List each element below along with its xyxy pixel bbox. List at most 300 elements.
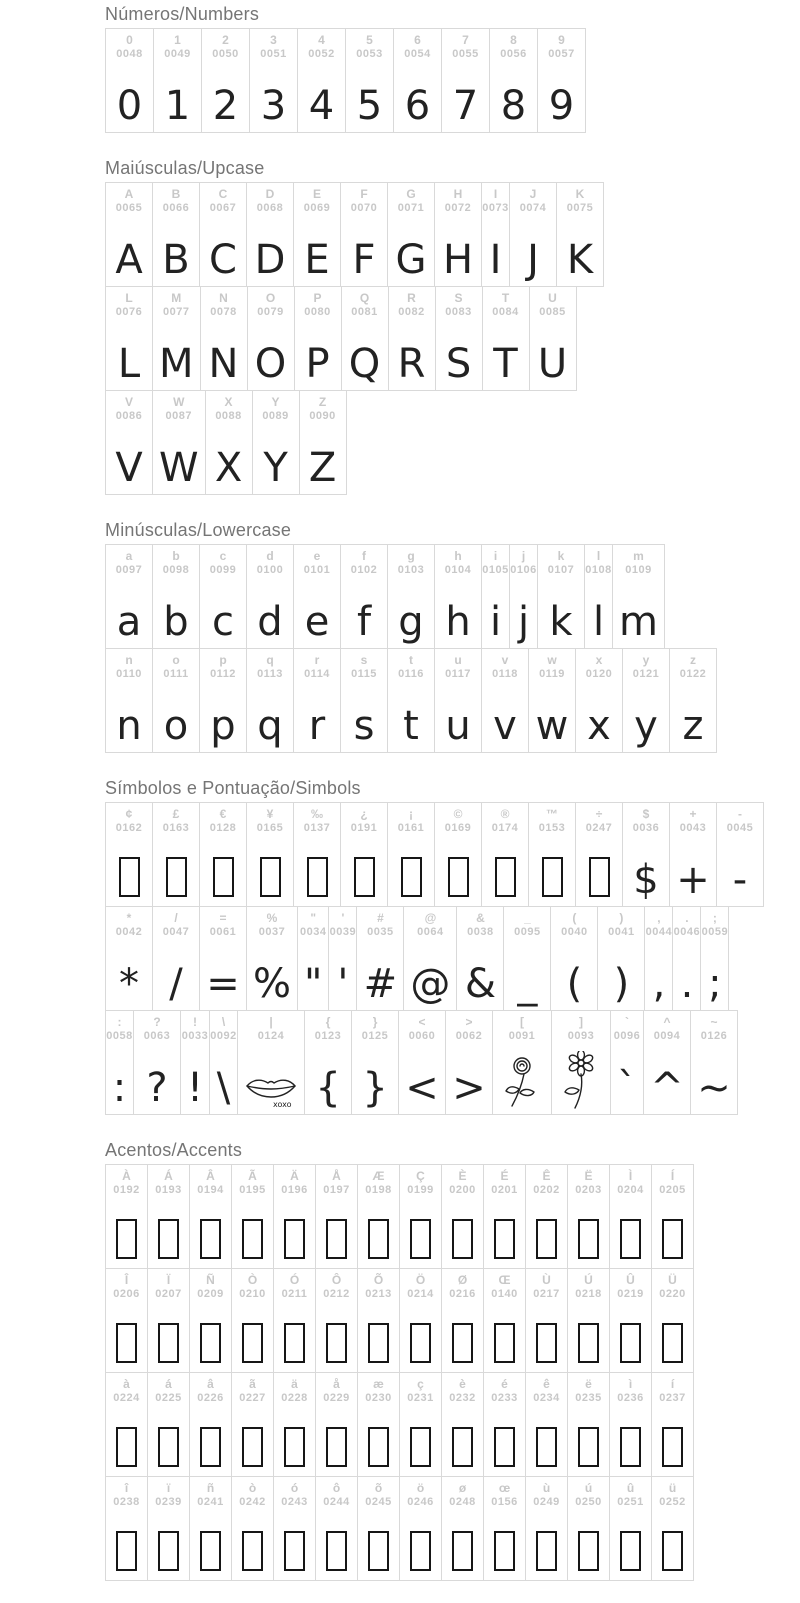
cell-unicode-code: 0232 xyxy=(449,1392,476,1404)
cell-unicode-code: 0205 xyxy=(659,1184,686,1196)
cell-unicode-code: 0193 xyxy=(155,1184,182,1196)
glyph-preview: T xyxy=(493,341,518,387)
glyph-cell xyxy=(293,649,340,752)
glyph-cell xyxy=(399,1373,441,1476)
cell-character-label: Ø xyxy=(457,1273,468,1287)
section-rows xyxy=(105,802,800,1115)
cell-header xyxy=(304,649,330,687)
glyph-row xyxy=(105,390,347,495)
glyph-preview xyxy=(572,1307,605,1372)
cell-header xyxy=(674,907,700,945)
cell-header xyxy=(548,29,574,67)
cell-header xyxy=(356,29,382,67)
glyph-cell xyxy=(509,545,537,648)
cell-character-label: Ù xyxy=(542,1273,551,1287)
cell-header xyxy=(575,1165,601,1203)
cell-header xyxy=(210,803,236,841)
cell-character-label: b xyxy=(172,549,180,563)
glyph-cell xyxy=(441,1373,483,1476)
cell-header xyxy=(351,649,377,687)
cell-header xyxy=(633,803,659,841)
cell-unicode-code: 0090 xyxy=(309,410,336,422)
glyph-cell xyxy=(199,649,246,752)
cell-header xyxy=(407,1165,433,1203)
cell-header xyxy=(407,1269,433,1307)
missing-glyph-box xyxy=(354,857,375,897)
missing-glyph-box xyxy=(578,1531,599,1571)
missing-glyph-box xyxy=(452,1323,473,1363)
cell-character-label: d xyxy=(266,549,274,563)
cell-character-label: © xyxy=(453,807,463,821)
cell-unicode-code: 0252 xyxy=(659,1496,686,1508)
glyph-preview xyxy=(152,1203,185,1268)
cell-character-label: K xyxy=(575,187,585,201)
glyph-cell xyxy=(609,1269,651,1372)
missing-glyph-box xyxy=(260,857,281,897)
cell-unicode-code: 0040 xyxy=(561,926,588,938)
cell-character-label: Ë xyxy=(584,1169,593,1183)
missing-glyph-box xyxy=(536,1323,557,1363)
glyph-preview xyxy=(656,1203,689,1268)
cell-header xyxy=(210,649,236,687)
cell-character-label: m xyxy=(633,549,644,563)
missing-glyph-box xyxy=(158,1531,179,1571)
cell-header xyxy=(116,183,142,221)
cell-unicode-code: 0235 xyxy=(575,1392,602,1404)
cell-header xyxy=(568,1011,594,1049)
glyph-preview: 9 xyxy=(548,83,575,129)
glyph-cell xyxy=(567,1165,609,1268)
cell-character-label: j xyxy=(521,549,526,563)
glyph-cell xyxy=(575,649,622,752)
cell-header xyxy=(617,1269,643,1307)
missing-glyph-box xyxy=(284,1531,305,1571)
cell-character-label: Ô xyxy=(331,1273,342,1287)
cell-header xyxy=(210,287,236,325)
cell-header xyxy=(309,391,335,429)
glyph-preview: R xyxy=(397,341,426,387)
missing-glyph-box xyxy=(448,857,469,897)
cell-character-label: V xyxy=(124,395,133,409)
glyph-cell xyxy=(357,1373,399,1476)
glyph-row xyxy=(105,1372,694,1477)
glyph-cell xyxy=(231,1477,273,1580)
glyph-preview: ( xyxy=(566,961,583,1007)
glyph-cell xyxy=(153,29,201,132)
cell-header xyxy=(482,183,508,221)
cell-character-label: y xyxy=(642,653,650,667)
glyph-preview xyxy=(236,1411,269,1476)
glyph-preview: Q xyxy=(348,341,381,387)
glyph-preview: < xyxy=(405,1065,439,1111)
cell-character-label: ë xyxy=(585,1377,592,1391)
cell-character-label: ø xyxy=(458,1481,467,1495)
cell-unicode-code: 0163 xyxy=(162,822,190,834)
glyph-preview xyxy=(362,1411,395,1476)
cell-character-label: ò xyxy=(248,1481,257,1495)
glyph-cell xyxy=(147,1269,189,1372)
glyph-preview xyxy=(536,841,569,906)
cell-unicode-code: 0047 xyxy=(162,926,190,938)
cell-character-label: = xyxy=(219,911,227,925)
missing-glyph-box xyxy=(620,1323,641,1363)
cell-character-label: Ö xyxy=(415,1273,426,1287)
missing-glyph-box xyxy=(662,1219,683,1259)
glyph-preview xyxy=(278,1515,311,1580)
glyph-preview xyxy=(113,841,146,906)
glyph-preview: N xyxy=(208,341,239,387)
cell-character-label: 8 xyxy=(510,33,517,47)
glyph-preview: A xyxy=(115,237,143,283)
glyph-cell xyxy=(340,803,387,906)
cell-header xyxy=(260,29,286,67)
cell-unicode-code: 0229 xyxy=(323,1392,350,1404)
cell-unicode-code: 0233 xyxy=(491,1392,518,1404)
glyph-preview xyxy=(362,1307,395,1372)
cell-character-label: ü xyxy=(668,1481,677,1495)
glyph-preview: I xyxy=(489,237,502,283)
cell-header xyxy=(304,545,330,583)
glyph-preview xyxy=(236,1203,269,1268)
missing-glyph-box xyxy=(119,857,140,897)
cell-character-label: Ó xyxy=(289,1273,300,1287)
glyph-cell xyxy=(152,649,199,752)
cell-header xyxy=(456,1011,482,1049)
cell-unicode-code: 0042 xyxy=(115,926,143,938)
cell-header xyxy=(113,1165,139,1203)
missing-glyph-box xyxy=(166,857,187,897)
glyph-cell xyxy=(399,1477,441,1580)
cell-character-label: c xyxy=(219,549,227,563)
glyph-preview xyxy=(488,1203,521,1268)
glyph-preview: V xyxy=(115,445,143,491)
cell-unicode-code: 0219 xyxy=(617,1288,644,1300)
missing-glyph-box xyxy=(116,1427,137,1467)
cell-header xyxy=(617,1477,643,1515)
glyph-preview xyxy=(656,1515,689,1580)
cell-unicode-code: 0055 xyxy=(452,48,479,60)
cell-character-label: l xyxy=(596,549,601,563)
cell-unicode-code: 0238 xyxy=(113,1496,140,1508)
glyph-cell xyxy=(106,1269,147,1372)
cell-header xyxy=(659,1165,685,1203)
glyph-preview xyxy=(530,1203,563,1268)
cell-character-label: ì xyxy=(628,1377,633,1391)
glyph-cell xyxy=(328,907,356,1010)
cell-unicode-code: 0224 xyxy=(113,1392,140,1404)
cell-character-label: + xyxy=(689,807,697,821)
cell-unicode-code: 0212 xyxy=(323,1288,350,1300)
glyph-preview xyxy=(278,1411,311,1476)
cell-header xyxy=(625,545,651,583)
missing-glyph-box xyxy=(452,1427,473,1467)
glyph-cell xyxy=(399,1165,441,1268)
missing-glyph-box xyxy=(242,1219,263,1259)
cell-unicode-code: 0234 xyxy=(533,1392,560,1404)
cell-unicode-code: 0198 xyxy=(365,1184,392,1196)
cell-character-label: à xyxy=(123,1377,130,1391)
glyph-cell xyxy=(231,1373,273,1476)
missing-glyph-box xyxy=(326,1427,347,1467)
glyph-preview: Z xyxy=(308,445,337,491)
cell-character-label: x xyxy=(595,653,603,667)
glyph-preview: & xyxy=(464,961,497,1007)
cell-unicode-code: 0174 xyxy=(491,822,519,834)
glyph-preview: # xyxy=(363,961,398,1007)
glyph-cell xyxy=(106,545,152,648)
cell-unicode-code: 0084 xyxy=(492,306,519,318)
cell-unicode-code: 0069 xyxy=(303,202,331,214)
glyph-preview xyxy=(320,1515,353,1580)
glyph-preview: - xyxy=(732,857,748,903)
section-title: Números/Numbers xyxy=(105,4,260,24)
glyph-preview xyxy=(320,1307,353,1372)
cell-unicode-code: 0081 xyxy=(351,306,378,318)
cell-character-label: ù xyxy=(542,1481,551,1495)
cell-unicode-code: 0121 xyxy=(632,668,660,680)
lips-drawing-icon xyxy=(244,1073,298,1109)
glyph-cell xyxy=(387,803,434,906)
glyph-preview xyxy=(572,1411,605,1476)
glyph-cell xyxy=(152,907,199,1010)
cell-header xyxy=(575,1477,601,1515)
cell-unicode-code: 0137 xyxy=(303,822,331,834)
cell-header xyxy=(417,907,443,945)
cell-header xyxy=(155,1269,181,1307)
cell-character-label: s xyxy=(360,653,368,667)
glyph-cell xyxy=(246,803,293,906)
glyph-cell xyxy=(106,183,152,286)
cell-header xyxy=(449,1373,475,1411)
glyph-cell xyxy=(351,1011,398,1114)
glyph-preview: . xyxy=(680,961,694,1007)
cell-character-label: @ xyxy=(424,911,437,925)
cell-character-label: ï xyxy=(166,1481,171,1495)
cell-header xyxy=(659,1269,685,1307)
cell-header xyxy=(365,1165,391,1203)
cell-unicode-code: 0094 xyxy=(653,1030,681,1042)
glyph-cell xyxy=(106,287,152,390)
glyph-preview xyxy=(152,1307,185,1372)
cell-unicode-code: 0077 xyxy=(163,306,190,318)
glyph-preview xyxy=(614,1203,647,1268)
cell-header xyxy=(539,287,565,325)
cell-header xyxy=(315,1011,341,1049)
glyph-preview: B xyxy=(162,237,190,283)
cell-header xyxy=(163,803,189,841)
cell-unicode-code: 0065 xyxy=(115,202,143,214)
cell-header xyxy=(113,1373,139,1411)
glyph-cell xyxy=(597,907,644,1010)
glyph-cell xyxy=(147,1477,189,1580)
cell-character-label: e xyxy=(313,549,321,563)
missing-glyph-box xyxy=(200,1427,221,1467)
glyph-cell xyxy=(434,803,481,906)
cell-character-label: 7 xyxy=(462,33,469,47)
missing-glyph-box xyxy=(213,857,234,897)
glyph-cell xyxy=(435,287,482,390)
glyph-cell xyxy=(231,1269,273,1372)
glyph-cell xyxy=(247,287,294,390)
glyph-row xyxy=(105,1268,694,1373)
xoxo-caption: xoxo xyxy=(273,1100,292,1109)
cell-unicode-code: 0082 xyxy=(398,306,425,318)
cell-unicode-code: 0043 xyxy=(679,822,707,834)
glyph-cell xyxy=(152,183,199,286)
cell-unicode-code: 0050 xyxy=(212,48,239,60)
cell-header xyxy=(258,1011,284,1049)
cell-unicode-code: 0056 xyxy=(500,48,527,60)
cell-header xyxy=(239,1373,265,1411)
glyph-cell xyxy=(199,183,246,286)
glyph-preview: J xyxy=(527,237,539,283)
glyph-preview xyxy=(110,1203,143,1268)
cell-header xyxy=(144,1011,170,1049)
glyph-preview: G xyxy=(395,237,427,283)
cell-character-label: X xyxy=(224,395,233,409)
cell-unicode-code: 0169 xyxy=(444,822,472,834)
cell-header xyxy=(300,907,326,945)
glyph-row xyxy=(105,906,729,1011)
glyph-preview: ! xyxy=(187,1065,204,1111)
cell-unicode-code: 0070 xyxy=(350,202,378,214)
glyph-cell xyxy=(341,287,388,390)
cell-character-label: p xyxy=(219,653,227,667)
cell-character-label: A xyxy=(124,187,134,201)
glyph-section-accents xyxy=(105,1140,800,1581)
cell-header xyxy=(398,803,424,841)
glyph-cell xyxy=(399,1269,441,1372)
glyph-cell xyxy=(441,29,489,132)
cell-header xyxy=(281,1373,307,1411)
cell-character-label: 6 xyxy=(414,33,421,47)
glyph-preview: ; xyxy=(708,961,722,1007)
glyph-cell xyxy=(189,1269,231,1372)
glyph-preview xyxy=(395,841,428,906)
glyph-cell xyxy=(716,803,763,906)
glyph-preview xyxy=(488,1307,521,1372)
missing-glyph-box xyxy=(200,1219,221,1259)
cell-header xyxy=(452,29,478,67)
cell-unicode-code: 0203 xyxy=(575,1184,602,1196)
glyph-cell xyxy=(106,1477,147,1580)
cell-unicode-code: 0078 xyxy=(210,306,237,318)
missing-glyph-box xyxy=(495,857,516,897)
cell-unicode-code: 0074 xyxy=(519,202,547,214)
cell-header xyxy=(262,391,288,429)
cell-unicode-code: 0111 xyxy=(163,668,189,680)
cell-character-label: $ xyxy=(642,807,650,821)
glyph-cell xyxy=(387,545,434,648)
cell-header xyxy=(116,545,142,583)
glyph-cell xyxy=(643,1011,690,1114)
cell-header xyxy=(575,1269,601,1307)
section-title: Maiúsculas/Upcase xyxy=(105,158,265,178)
cell-character-label: D xyxy=(265,187,275,201)
glyph-preview: i xyxy=(489,599,502,645)
glyph-cell xyxy=(612,545,664,648)
cell-character-label: ~ xyxy=(710,1015,718,1029)
glyph-preview xyxy=(236,1307,269,1372)
glyph-row xyxy=(105,1164,694,1269)
cell-character-label: > xyxy=(465,1015,473,1029)
glyph-cell xyxy=(609,1477,651,1580)
glyph-preview: % xyxy=(253,961,292,1007)
glyph-preview: W xyxy=(159,445,199,491)
glyph-cell xyxy=(340,183,387,286)
glyph-preview: : xyxy=(112,1065,127,1111)
cell-header xyxy=(365,1373,391,1411)
cell-unicode-code: 0033 xyxy=(181,1030,209,1042)
cell-header xyxy=(445,287,471,325)
glyph-preview xyxy=(446,1203,479,1268)
cell-unicode-code: 0118 xyxy=(492,668,518,680)
glyph-cell xyxy=(690,1011,737,1114)
cell-character-label: z xyxy=(689,653,696,667)
cell-header xyxy=(491,1477,517,1515)
cell-unicode-code: 0048 xyxy=(116,48,143,60)
glyph-preview: X xyxy=(214,445,243,491)
cell-header xyxy=(257,649,283,687)
glyph-cell xyxy=(106,391,152,494)
cell-unicode-code: 0201 xyxy=(491,1184,518,1196)
cell-unicode-code: 0076 xyxy=(115,306,143,318)
cell-unicode-code: 0100 xyxy=(256,564,284,576)
glyph-cell xyxy=(610,1011,643,1114)
cell-character-label: N xyxy=(219,291,228,305)
missing-glyph-box xyxy=(284,1219,305,1259)
cell-unicode-code: 0089 xyxy=(262,410,289,422)
cell-character-label: õ xyxy=(374,1481,383,1495)
glyph-preview xyxy=(446,1515,479,1580)
missing-glyph-box xyxy=(494,1323,515,1363)
cell-character-label: Á xyxy=(164,1169,173,1183)
glyph-cell xyxy=(297,29,345,132)
cell-header xyxy=(163,907,189,945)
glyph-preview: + xyxy=(676,857,710,903)
glyph-preview: c xyxy=(212,599,234,645)
cell-header xyxy=(281,1477,307,1515)
cell-header xyxy=(304,287,330,325)
cell-unicode-code: 0123 xyxy=(314,1030,342,1042)
glyph-preview: O xyxy=(254,341,287,387)
cell-unicode-code: 0211 xyxy=(281,1288,308,1300)
cell-character-label: C xyxy=(218,187,228,201)
glyph-preview: f xyxy=(356,599,372,645)
glyph-preview: Y xyxy=(263,445,288,491)
cell-header xyxy=(586,803,612,841)
cell-header xyxy=(281,1165,307,1203)
glyph-cell xyxy=(106,1011,133,1114)
cell-character-label: Œ xyxy=(498,1273,511,1287)
cell-header xyxy=(166,391,192,429)
cell-header xyxy=(398,649,424,687)
glyph-preview xyxy=(152,1515,185,1580)
cell-character-label: E xyxy=(312,187,321,201)
cell-header xyxy=(409,1011,435,1049)
cell-header xyxy=(330,907,356,945)
glyph-preview xyxy=(110,1515,143,1580)
cell-header xyxy=(212,29,238,67)
cell-header xyxy=(491,1165,517,1203)
cell-header xyxy=(116,29,142,67)
cell-header xyxy=(500,29,526,67)
section-title: Minúsculas/Lowercase xyxy=(105,520,292,540)
cell-character-label: % xyxy=(266,911,278,925)
glyph-cell xyxy=(304,1011,351,1114)
glyph-cell xyxy=(293,183,340,286)
cell-header xyxy=(617,1165,643,1203)
